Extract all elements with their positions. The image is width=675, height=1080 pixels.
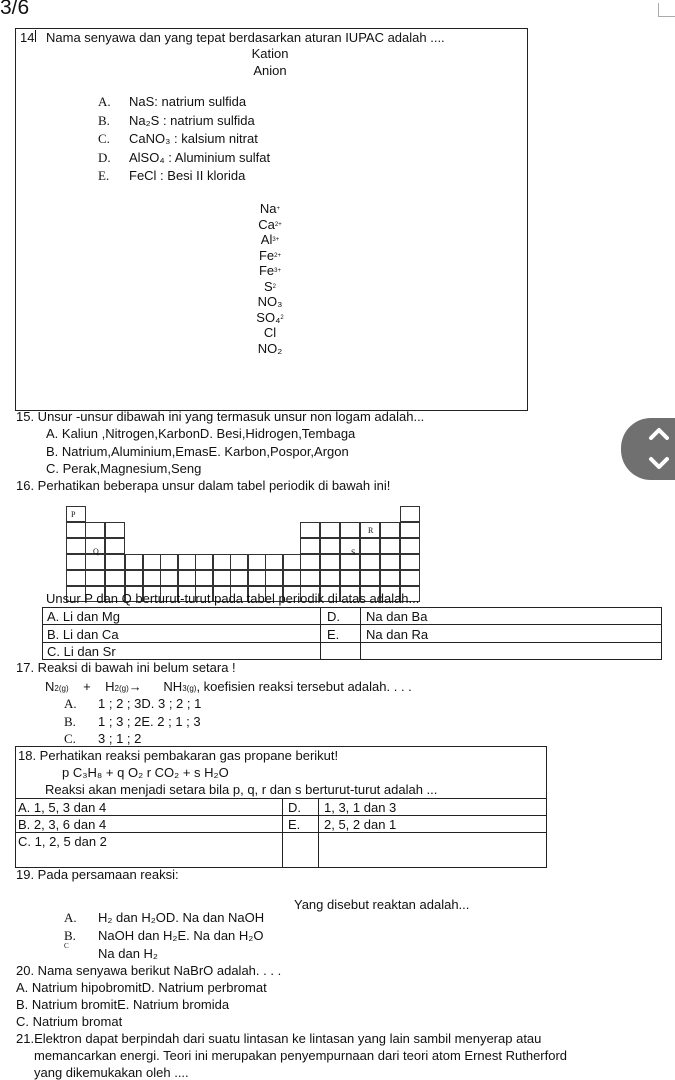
periodic-cell [265,554,283,570]
periodic-cell [248,570,266,586]
q18-equation: p C₃H₈ + q O₂ r CO₂ + s H₂O [62,765,229,780]
periodic-cell [300,570,320,586]
q14-stem: Nama senyawa dan yang tepat berdasarkan aturan IUPAC adalah .... [46,30,445,45]
ion-charge: 2+ [274,252,281,259]
ion-symbol: Al [260,232,273,247]
q18-option-letter: E. [288,817,301,832]
periodic-cell [213,570,231,586]
ion-symbol: S [263,278,273,294]
q18-option-right: 1, 3, 1 dan 3 [324,800,397,815]
ion-item [0,294,540,310]
ion-item [0,279,540,295]
periodic-cell [340,522,360,538]
q16-option-right: Na dan Ba [366,609,428,624]
element-r-label: R [368,526,374,535]
q14-option-text: CaNO₃ : kalsium nitrat [129,131,258,146]
periodic-cell [320,522,340,538]
periodic-cell [143,554,161,570]
q14-number: 14 [20,30,35,45]
ion-item [0,310,540,326]
q14-option-text: NaS: natrium sulfida [129,94,247,109]
q15-line-1: A. Kaliun ,Nitrogen,KarbonD. Besi,Hidrogen,Tembaga [46,426,356,441]
element-q-label: Q [93,547,99,556]
q17-option-letter: A. [64,696,77,711]
periodic-cell [105,522,125,538]
ion-symbol: Na [259,201,277,216]
periodic-cell [195,554,213,570]
ion-charge: + [276,206,281,212]
periodic-cell [400,522,420,538]
q16-option-letter: D. [327,609,340,624]
ion-charge: 3+ [274,268,281,274]
q14-option-text: AlSO₄ : Aluminium sulfat [129,149,271,165]
ion-item [0,263,540,279]
q19-option-letter: C [64,942,69,950]
q18-question: Reaksi akan menjadi setara bila p, q, r dan s berturut-turut adalah ... [45,782,438,797]
q17-option-text: 1 ; 3 ; 2E. 2 ; 1 ; 3 [98,713,201,729]
periodic-cell [320,538,340,554]
periodic-cell [360,554,380,570]
periodic-cell [380,522,400,538]
q17-equation: N2(g) + H2(g)→ NH3(g), koefisien reaksi tersebut adalah. . . . [45,679,412,694]
ion-item [0,232,540,248]
periodic-cell [300,522,320,538]
periodic-cell [178,570,196,586]
corner-mark [658,3,675,17]
ion-symbol: Cl [263,325,277,340]
ion-item [0,248,540,264]
periodic-cell [66,538,86,554]
periodic-cell [85,570,105,586]
q14-option-letter: C. [98,131,110,146]
q19-question: Yang disebut reaktan adalah... [294,897,470,912]
ion-item [0,325,540,341]
periodic-cell [160,554,178,570]
periodic-cell [300,554,320,570]
page-counter: 3/6 [0,0,30,19]
q19-option-letter: A. [64,910,77,925]
q21-line-1: 21.Elektron dapat berpindah dari suatu lintasan ke lintasan yang lain sambil menyerap atau [16,1031,542,1046]
q14-option-letter: E. [98,168,110,183]
q20-stem: 20. Nama senyawa berikut NaBrO adalah. . . . [16,963,282,978]
q16-option-right: Na dan Ra [366,626,429,642]
q14-option-text: Na₂S : natrium sulfida [129,112,255,128]
periodic-cell [360,538,380,554]
ion-symbol: Ca [258,216,275,232]
q18-option-left: B. 2, 3, 6 dan 4 [18,817,107,832]
scroll-nav-button[interactable] [621,418,675,480]
periodic-cell [360,570,380,586]
q14-option-letter: D. [98,149,111,165]
chevron-up-down-icon [621,418,675,480]
periodic-cell [248,554,266,570]
periodic-cell [340,570,360,586]
ion-symbol: Fe [258,263,275,278]
periodic-cell [143,570,161,586]
q17-option-letter: C. [64,731,76,746]
ion-symbol: NO₂ [257,340,283,356]
q18-stem: 18. Perhatikan reaksi pembakaran gas propane berikut! [18,748,339,763]
q16-option-left: A. Li dan Mg [47,609,120,624]
q18-option-left: A. 1, 5, 3 dan 4 [18,800,107,815]
q19-option-text: NaOH dan H₂E. Na dan H₂O [98,928,264,943]
periodic-cell [105,538,125,554]
ion-item [0,341,540,357]
q19-option-text: H₂ dan H₂OD. Na dan NaOH [98,910,265,925]
q17-option-text: 3 ; 1 ; 2 [98,731,142,746]
q21-line-3: yang dikemukakan oleh .... [34,1065,189,1080]
ion-charge: 2 [272,283,276,290]
q16-question: Unsur P dan Q berturut-turut pada tabel periodik di atas adalah... [46,591,420,606]
periodic-cell [85,522,105,538]
q20-line-3: C. Natrium bromat [16,1014,123,1029]
q18-option-letter: D. [288,800,301,815]
q16-option-letter: E. [327,626,340,642]
ion-symbol: Fe [258,247,275,263]
q19-option-letter: B. [64,928,76,943]
periodic-cell [340,538,360,554]
q18-option-left: C. 1, 2, 5 dan 2 [18,834,107,849]
q14-option-letter: B. [98,112,110,128]
q20-line-2: B. Natrium bromitE. Natrium bromida [16,997,230,1012]
periodic-cell [283,554,301,570]
ion-charge: 3+ [272,237,280,243]
q16-options-table [42,607,662,660]
q15-stem: 15. Unsur -unsur dibawah ini yang termasuk unsur non logam adalah... [16,409,425,424]
periodic-cell [380,554,400,570]
periodic-cell [400,570,420,586]
periodic-cell [340,554,360,570]
periodic-cell [230,570,248,586]
periodic-cell [380,570,400,586]
q21-line-2: memancarkan energi. Teori ini merupakan penyempurnaan dari teori atom Ernest Rutherford [34,1048,568,1063]
q20-line-1: A. Natrium hipobromitD. Natrium perbromat [16,980,267,995]
ion-symbol: SO₄ [256,309,281,325]
q14-anion-heading: Anion [253,63,287,78]
periodic-cell [400,506,420,522]
periodic-cell [85,554,105,570]
periodic-cell [283,570,301,586]
periodic-cell [195,570,213,586]
q16-option-left: B. Li dan Ca [47,626,119,642]
periodic-cell [230,554,248,570]
periodic-cell [400,538,420,554]
q15-line-2: B. Natrium,Aluminium,EmasE. Karbon,Pospor,Argon [46,444,349,459]
periodic-cell [66,506,86,522]
periodic-cell [105,554,125,570]
q17-stem: 17. Reaksi di bawah ini belum setara ! [16,660,236,675]
q19-stem: 19. Pada persamaan reaksi: [16,867,179,882]
periodic-cell [105,570,125,586]
periodic-cell [400,554,420,570]
periodic-cell [66,554,86,570]
periodic-cell [125,554,143,570]
periodic-cell [300,538,320,554]
periodic-cell [380,538,400,554]
ion-item [0,217,540,233]
q17-option-letter: B. [64,713,76,729]
periodic-cell [66,570,86,586]
periodic-cell [320,554,340,570]
ion-charge: 2 [280,314,284,321]
periodic-cell [160,570,178,586]
q15-line-3: C. Perak,Magnesium,Seng [46,461,202,476]
periodic-cell [265,570,283,586]
periodic-cell [320,570,340,586]
ion-symbol: NO₃ [257,294,283,309]
element-p-label: P [71,510,76,519]
q18-option-right: 2, 5, 2 dan 1 [324,817,397,832]
q16-option-left: C. Li dan Sr [47,644,116,659]
q17-option-text: 1 ; 2 ; 3D. 3 ; 2 ; 1 [98,696,202,711]
q19-option-text: Na dan H₂ [98,946,158,961]
periodic-cell [125,570,143,586]
ion-charge: 2+ [274,221,282,228]
q14-option-text: FeCl : Besi II klorida [129,168,246,183]
periodic-cell [66,522,86,538]
periodic-cell [213,554,231,570]
periodic-cell [178,554,196,570]
element-s-label: S [351,548,356,557]
ion-item [0,201,540,217]
q14-option-letter: A. [98,94,111,109]
q14-kation-heading: Kation [251,46,289,61]
q16-stem: 16. Perhatikan beberapa unsur dalam tabel periodik di bawah ini! [16,478,391,493]
